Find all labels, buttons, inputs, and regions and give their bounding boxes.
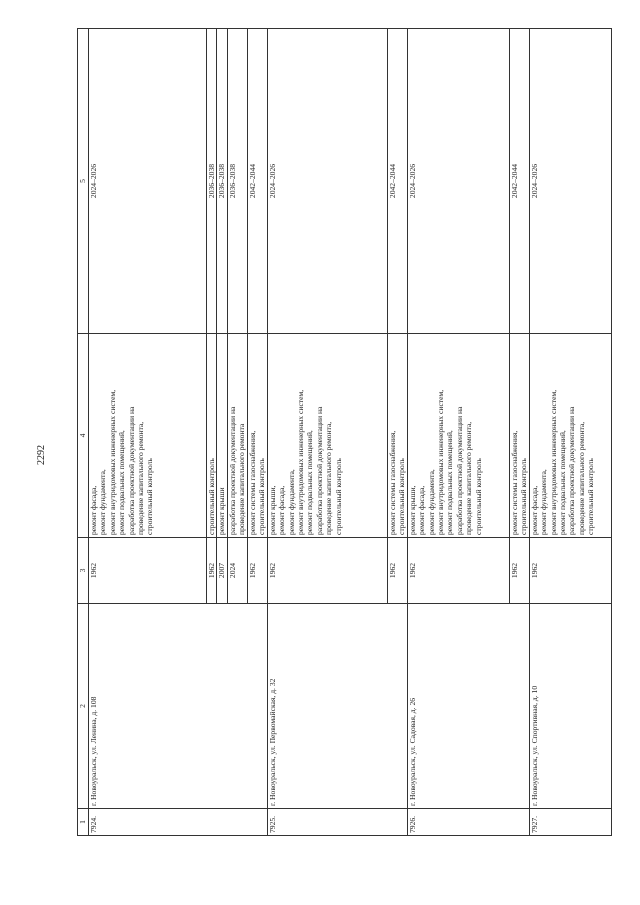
works-cell: [217, 334, 227, 538]
works-cell: [407, 334, 509, 538]
page-number: 2292: [36, 445, 47, 465]
works-cell: [247, 334, 267, 538]
works-cell: [207, 334, 217, 538]
work-item: ремонт крыши: [217, 487, 227, 535]
work-item: ремонт подвальных помещений,: [117, 430, 127, 535]
work-item: разработка проектной документации на: [227, 406, 237, 535]
works-cell: [529, 334, 611, 538]
work-item: ремонт подвальных помещений,: [305, 430, 315, 535]
period-cell: 2042–2044: [509, 29, 529, 334]
work-item: разработка проектной документации на: [314, 406, 324, 535]
record-number: 7927.: [529, 809, 611, 836]
year-cell: 1962: [267, 538, 387, 604]
record-address: г. Новоуральск, ул. Спортивная, д. 10: [529, 604, 611, 809]
record-number: 7925.: [267, 809, 407, 836]
header-row: [78, 29, 89, 836]
work-item: ремонт системы газоснабжения,: [509, 430, 519, 535]
work-item: ремонт фундамента,: [426, 469, 436, 535]
work-item: ремонт подвальных помещений,: [445, 430, 455, 535]
year-cell: 1962: [207, 538, 217, 604]
work-item: ремонт внутридомовых инженерных систем,: [107, 389, 117, 535]
work-item: ремонт внутридомовых инженерных систем,: [548, 389, 558, 535]
table-body: [89, 29, 612, 836]
table-row: [267, 29, 387, 836]
table-row: [89, 29, 207, 836]
works-cell: [509, 334, 529, 538]
year-cell: 1962: [387, 538, 407, 604]
year-cell: 2024: [227, 538, 247, 604]
work-item: разработка проектной документации на: [567, 406, 577, 535]
year-cell: 1962: [89, 538, 207, 604]
period-cell: 2036–2038: [207, 29, 217, 334]
work-item: ремонт крыши,: [267, 485, 277, 535]
works-cell: [267, 334, 387, 538]
period-cell: 2024–2026: [89, 29, 207, 334]
period-cell: 2024–2026: [407, 29, 509, 334]
work-item: ремонт фасада,: [277, 485, 287, 535]
work-item: ремонт фундамента,: [286, 469, 296, 535]
work-item: ремонт системы газоснабжения,: [387, 430, 397, 535]
work-item: разработка проектной документации на: [126, 406, 136, 535]
work-item: ремонт фундамента,: [539, 469, 549, 535]
work-item: ремонт крыши,: [407, 485, 417, 535]
record-number: 7924.: [89, 809, 268, 836]
period-cell: 2042–2044: [247, 29, 267, 334]
work-item: ремонт подвальных помещений,: [558, 430, 568, 535]
work-item: ремонт фундамента,: [98, 469, 108, 535]
work-item: строительный контроль: [257, 458, 267, 535]
work-item: проведение капитального ремонта,: [324, 421, 334, 535]
record-number: 7926.: [407, 809, 529, 836]
header-col-1: 1: [78, 809, 89, 836]
period-cell: 2036–2038: [217, 29, 227, 334]
works-cell: [89, 334, 207, 538]
work-item: разработка проектной документации на: [454, 406, 464, 535]
work-item: ремонт внутридомовых инженерных систем,: [296, 389, 306, 535]
work-item: проведение капитального ремонта: [237, 423, 247, 535]
works-cell: [387, 334, 407, 538]
year-cell: 1962: [509, 538, 529, 604]
work-item: проведение капитального ремонта,: [464, 421, 474, 535]
work-item: ремонт фасада,: [529, 485, 539, 535]
period-cell: 2024–2026: [529, 29, 611, 334]
record-address: г. Новоуральск, ул. Ленина, д. 108: [89, 604, 268, 809]
work-item: строительный контроль: [473, 458, 483, 535]
period-cell: 2036–2038: [227, 29, 247, 334]
period-cell: 2042–2044: [387, 29, 407, 334]
work-item: ремонт фасада,: [89, 485, 98, 535]
work-item: ремонт системы газоснабжения,: [247, 430, 257, 535]
header-col-4: 4: [78, 334, 89, 538]
work-item: строительный контроль: [586, 458, 596, 535]
header-col-5: 5: [78, 29, 89, 334]
rotated-table-container: [77, 29, 640, 836]
work-item: проведение капитального ремонта,: [576, 421, 586, 535]
work-item: строительный контроль: [397, 458, 407, 535]
works-cell: [227, 334, 247, 538]
work-item: строительный контроль: [333, 458, 343, 535]
year-cell: 1962: [407, 538, 509, 604]
table-row: [407, 29, 509, 836]
header-col-3: 3: [78, 538, 89, 604]
header-col-2: 2: [78, 604, 89, 809]
work-item: ремонт фасада,: [417, 485, 427, 535]
year-cell: 1962: [247, 538, 267, 604]
repair-schedule-table: [77, 28, 612, 836]
period-cell: 2024–2026: [267, 29, 387, 334]
record-address: г. Новоуральск, ул. Садовая, д. 26: [407, 604, 529, 809]
table-row: [529, 29, 611, 836]
record-address: г. Новоуральск, ул. Первомайская, д. 32: [267, 604, 407, 809]
work-item: строительный контроль: [207, 458, 216, 535]
work-item: строительный контроль: [145, 458, 155, 535]
year-cell: 1962: [529, 538, 611, 604]
work-item: проведение капитального ремонта,: [136, 421, 146, 535]
work-item: ремонт внутридомовых инженерных систем,: [436, 389, 446, 535]
year-cell: 2007: [217, 538, 227, 604]
work-item: строительный контроль: [519, 458, 529, 535]
